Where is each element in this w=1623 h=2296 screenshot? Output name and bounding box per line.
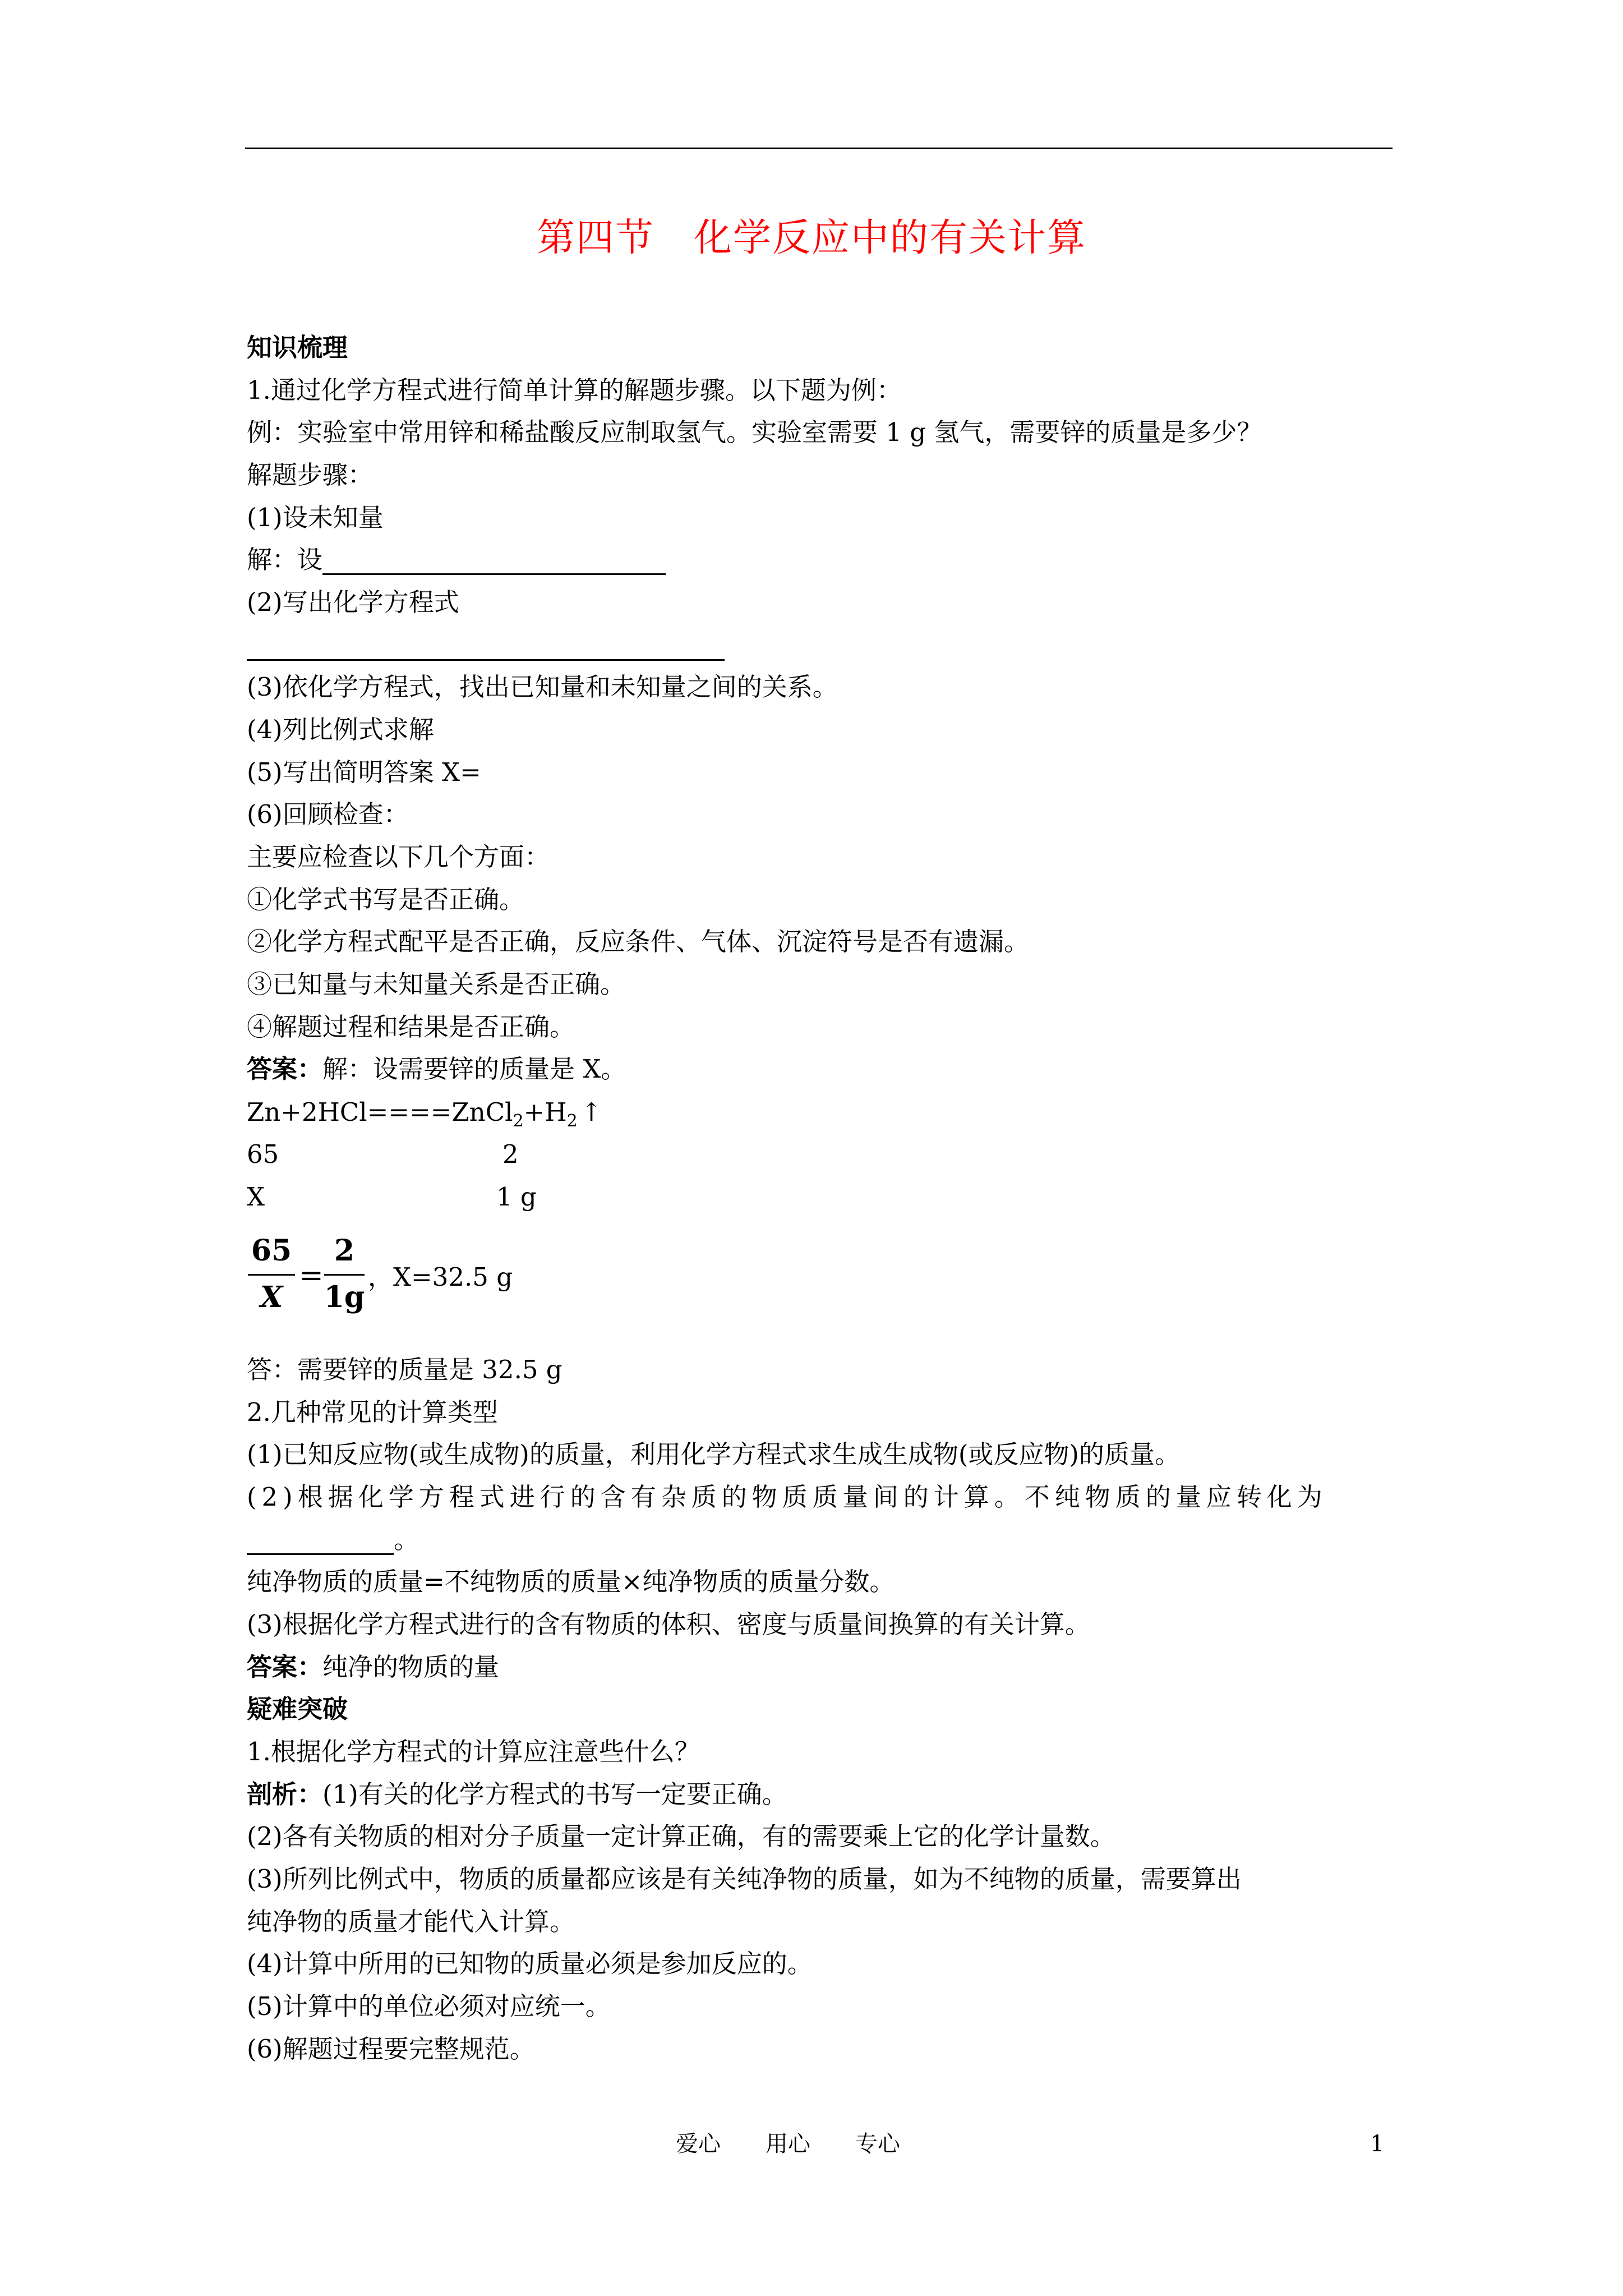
check-item-1: ①化学式书写是否正确。 xyxy=(247,885,525,914)
check-item-3: ③已知量与未知量关系是否正确。 xyxy=(247,969,626,999)
fill-blank-equation xyxy=(247,659,725,661)
fraction-1-bar xyxy=(248,1274,295,1276)
section-heading-knowledge: 知识梳理 xyxy=(247,333,348,362)
equation-part-mid: +H xyxy=(523,1097,567,1127)
answer-text: 解：设需要锌的质量是 X。 xyxy=(322,1054,626,1084)
analysis-label: 剖析： xyxy=(247,1779,323,1809)
ratio-row2-left: X xyxy=(247,1182,265,1212)
paragraph-step-2: (2)写出化学方程式 xyxy=(247,587,459,617)
paragraph-step-4: (4)列比例式求解 xyxy=(247,715,434,744)
paragraph-check-intro: 主要应检查以下几个方面： xyxy=(247,842,550,872)
header-rule xyxy=(245,148,1393,149)
fill-blank-pure-amount xyxy=(247,1527,394,1555)
calc-type-3: (3)根据化学方程式进行的含有物质的体积、密度与质量间换算的有关计算。 xyxy=(247,1609,1090,1639)
analysis-point-3: (3)所列比例式中，物质的质量都应该是有关纯净物的质量，如为不纯物的质量，需要算出 xyxy=(247,1864,1242,1894)
page-number: 1 xyxy=(1370,2131,1385,2157)
question-1: 1.根据化学方程式的计算应注意些什么？ xyxy=(247,1737,700,1766)
analysis-point-3-cont: 纯净物的质量才能代入计算。 xyxy=(247,1907,575,1936)
ratio-row1-left: 65 xyxy=(247,1139,279,1169)
footer-motto: 爱心 用心 专心 xyxy=(676,2131,900,2157)
answer-block-1 xyxy=(247,1054,626,1084)
result-value: ，X=32.5 g xyxy=(368,1262,513,1292)
paragraph-solve-set xyxy=(247,545,666,575)
equation-part-main: Zn+2HCl====ZnCl xyxy=(247,1097,513,1127)
paragraph-example: 例：实验室中常用锌和稀盐酸反应制取氢气。实验室需要 1 g 氢气，需要锌的质量是多少？ xyxy=(247,417,1262,447)
calc-type-1: (1)已知反应物(或生成物)的质量，利用化学方程式求生成生成物(或反应物)的质量。 xyxy=(247,1439,1180,1469)
section-heading-difficulties: 疑难突破 xyxy=(247,1694,348,1724)
ratio-row2-right: 1 g xyxy=(496,1182,537,1212)
paragraph-step-1: (1)设未知量 xyxy=(247,503,384,532)
equation-subscript-1: 2 xyxy=(513,1111,524,1131)
equals-sign: = xyxy=(299,1259,324,1292)
solve-set-label: 解：设 xyxy=(247,545,323,574)
paragraph-step-6: (6)回顾检查： xyxy=(247,799,409,829)
answer-label-2: 答案： xyxy=(247,1652,323,1682)
analysis-point-6: (6)解题过程要完整规范。 xyxy=(247,2034,535,2064)
fraction-2-numerator: 2 xyxy=(334,1234,355,1268)
paragraph-step-intro: 1.通过化学方程式进行简单计算的解题步骤。以下题为例： xyxy=(247,375,902,405)
ratio-row1-right: 2 xyxy=(502,1139,519,1169)
paragraph-steps-label: 解题步骤： xyxy=(247,460,374,490)
answer-conclusion: 答：需要锌的质量是 32.5 g xyxy=(247,1355,562,1384)
analysis-point-5: (5)计算中的单位必须对应统一。 xyxy=(247,1991,611,2021)
answer-label: 答案： xyxy=(247,1054,323,1084)
analysis-point-4: (4)计算中所用的已知物的质量必须是参加反应的。 xyxy=(247,1949,813,1978)
paragraph-step-5: (5)写出简明答案 X= xyxy=(247,757,481,787)
fraction-2-denominator: 1g xyxy=(324,1280,365,1314)
equation-subscript-2: 2 xyxy=(566,1111,578,1131)
gas-arrow-icon: ↑ xyxy=(580,1097,602,1127)
check-item-4: ④解题过程和结果是否正确。 xyxy=(247,1012,575,1042)
page-title: 第四节 化学反应中的有关计算 xyxy=(536,216,1086,260)
calc-type-2: (2)根据化学方程式进行的含有杂质的物质质量间的计算。不纯物质的量应转化为 xyxy=(247,1482,1327,1512)
answer-block-2 xyxy=(247,1652,499,1682)
analysis-point-1 xyxy=(247,1779,787,1810)
check-item-2: ②化学方程式配平是否正确，反应条件、气体、沉淀符号是否有遗漏。 xyxy=(247,927,1030,956)
analysis-text-1: (1)有关的化学方程式的书写一定要正确。 xyxy=(322,1779,787,1809)
fraction-1-denominator: X xyxy=(260,1280,283,1314)
fraction-2-bar xyxy=(324,1274,365,1276)
formula-pure-mass: 纯净物质的质量=不纯物质的质量×纯净物质的质量分数。 xyxy=(247,1567,895,1596)
paragraph-calc-types: 2.几种常见的计算类型 xyxy=(247,1397,498,1427)
analysis-point-2: (2)各有关物质的相对分子质量一定计算正确，有的需要乘上它的化学计量数。 xyxy=(247,1821,1115,1851)
chemical-equation xyxy=(247,1097,602,1137)
fill-blank-unknown xyxy=(322,547,666,575)
fraction-1-numerator: 65 xyxy=(251,1234,292,1268)
calc-type-2-blank-line xyxy=(247,1525,419,1555)
answer-text-2: 纯净的物质的量 xyxy=(322,1652,500,1682)
blank-period: 。 xyxy=(394,1525,419,1554)
paragraph-step-3: (3)依化学方程式，找出已知量和未知量之间的关系。 xyxy=(247,672,838,702)
